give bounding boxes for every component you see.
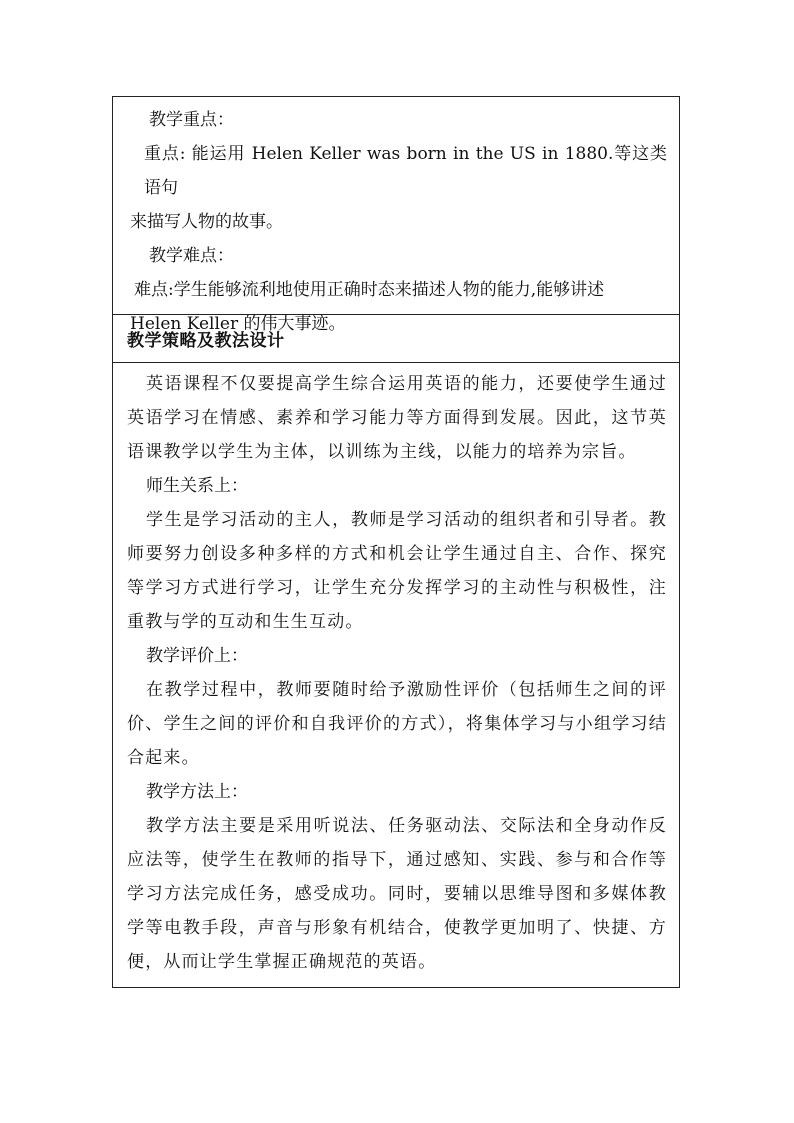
key-points-line-1: 重点: 能运用 Helen Keller was born in the US in 1880.等这类语句: [144, 144, 667, 198]
lesson-plan-table: [112, 96, 680, 988]
strategy-body-cell: [113, 362, 679, 987]
strategy-intro: 英语课程不仅要提高学生综合运用英语的能力，还要使学生通过英语学习在情感、素养和学习能力等方面得到发展。因此，这节英语课教学以学生为主体，以训练为主线，以能力的培养为宗旨。: [127, 374, 667, 462]
evaluation-body: 在教学过程中，教师要随时给予激励性评价（包括师生之间的评价、学生之间的评价和自我评价的方式），将集体学习与小组学习结合起来。: [127, 680, 667, 768]
difficult-points-line-2: Helen Keller 的伟大事迹。: [130, 314, 346, 334]
teaching-focus-cell: [113, 97, 679, 334]
relationship-body: 学生是学习活动的主人，教师是学习活动的组织者和引导者。教师要努力创设多种多样的方式和机会让学生通过自主、合作、探究等学习方式进行学习，让学生充分发挥学习的主动性与积极性，注重教与学的互动和生生互动。: [127, 510, 667, 632]
difficult-points-line-1: 难点:学生能够流利地使用正确时态来描述人物的能力,能够讲述: [134, 280, 605, 300]
method-body: 教学方法主要是采用听说法、任务驱动法、交际法和全身动作反应法等，使学生在教师的指导下，通过感知、实践、参与和合作等学习方法完成任务，感受成功。同时，要辅以思维导图和多媒体教学等电教手段，声音与形象有机结合，使教学更加明了、快捷、方便，从而让学生掌握正确规范的英语。: [127, 816, 667, 972]
strategy-heading: 教学策略及教法设计: [127, 331, 285, 351]
difficult-points-title: 教学难点：: [149, 246, 234, 266]
evaluation-title: 教学评价上：: [146, 646, 248, 666]
key-points-title: 教学重点：: [149, 110, 234, 130]
method-title: 教学方法上：: [146, 782, 248, 802]
key-points-line-2: 来描写人物的故事。: [130, 212, 283, 232]
relationship-title: 师生关系上：: [146, 476, 248, 496]
